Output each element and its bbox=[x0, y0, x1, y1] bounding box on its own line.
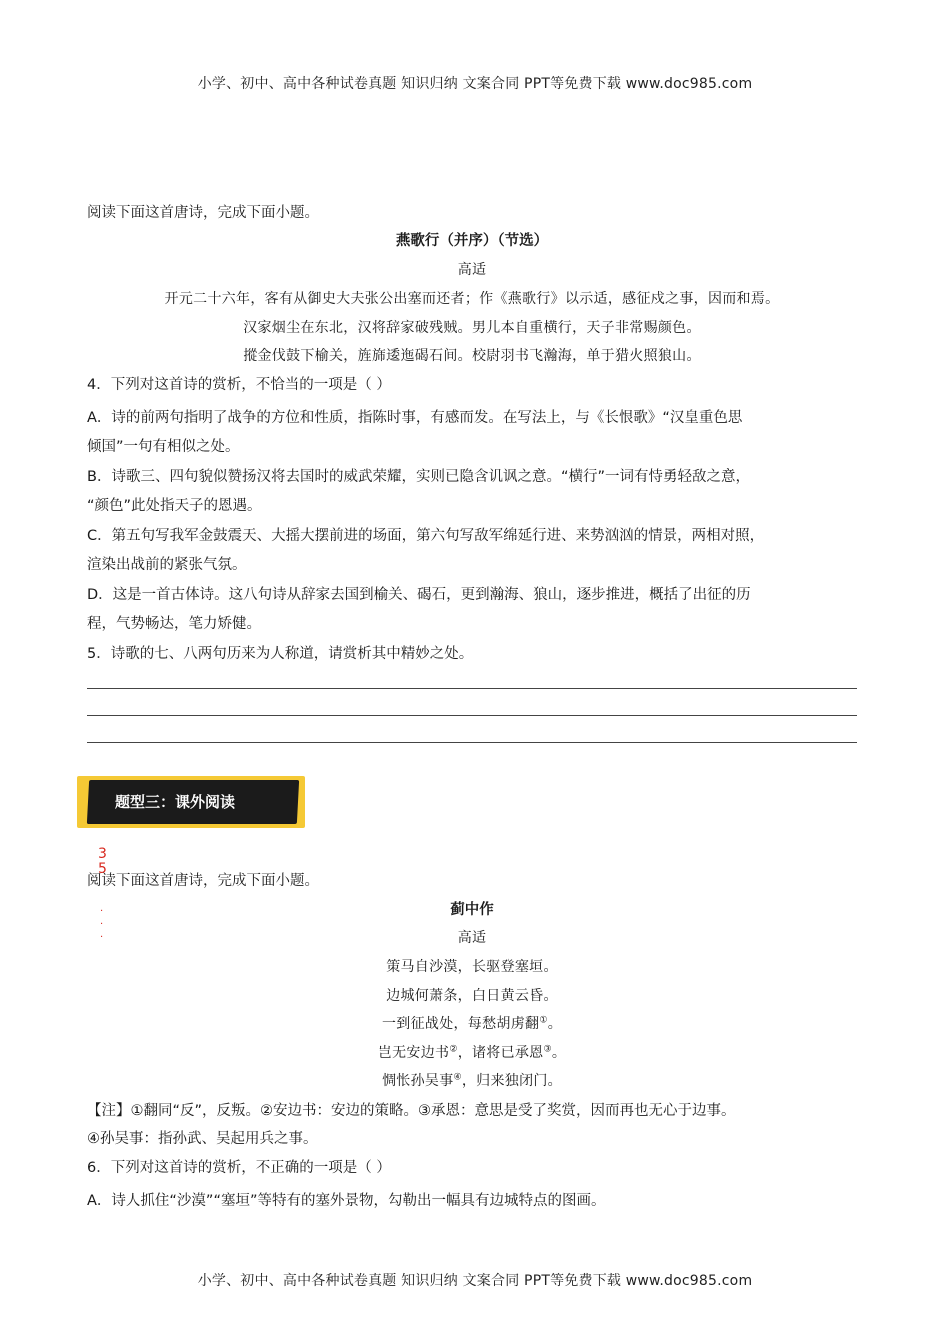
page-marker-digit-2: 5 bbox=[98, 861, 107, 877]
poem2-line-5-tail: ，归来独闭门。 bbox=[461, 1073, 562, 1089]
poem2-author: 高适 bbox=[457, 930, 487, 946]
q4-option-d-line-1: D．这是一首古体诗。这八句诗从辞家去国到榆关、碣石，更到瀚海、狼山，逐步推进，概括了出征的历 bbox=[87, 587, 751, 603]
answer-line-3 bbox=[87, 742, 857, 743]
poem1-line-1: 汉家烟尘在东北，汉将辞家破残贼。男儿本自重横行，天子非常赐颜色。 bbox=[243, 320, 701, 336]
poem2-line-4-tail: ，诸将已承恩 bbox=[457, 1045, 544, 1061]
poem2-line-5 bbox=[87, 1071, 857, 1091]
section1-intro: 阅读下面这首唐诗，完成下面小题。 bbox=[87, 205, 319, 221]
margin-dot: · bbox=[100, 932, 104, 943]
q4-option-c-line-2: 渲染出战前的紧张气氛。 bbox=[87, 557, 247, 573]
section2-intro: 阅读下面这首唐诗，完成下面小题。 bbox=[87, 873, 319, 889]
q4-option-b-line-2: “颜色”此处指天子的恩遇。 bbox=[87, 498, 262, 514]
q4-option-a-line-2: 倾国”一句有相似之处。 bbox=[87, 439, 240, 455]
poem2-line-3-tail: 。 bbox=[547, 1016, 562, 1032]
q6-option-a: A．诗人抓住“沙漠”“塞垣”等特有的塞外景物，勾勒出一幅具有边城特点的图画。 bbox=[87, 1193, 606, 1209]
poem2-line-4 bbox=[87, 1043, 857, 1063]
poem2-title: 蓟中作 bbox=[450, 901, 494, 918]
poem2-line-1: 策马自沙漠，长驱登塞垣。 bbox=[386, 959, 558, 975]
footnote-marker: ② bbox=[449, 1044, 458, 1055]
footnote-marker: ③ bbox=[543, 1044, 552, 1055]
q4-option-c-line-1: C．第五句写我军金鼓震天、大摇大摆前进的场面，第六句写敌军绵延行进、来势汹汹的情景，两相对照， bbox=[87, 528, 765, 544]
question-4: 4．下列对这首诗的赏析，不恰当的一项是（ ） bbox=[87, 377, 391, 393]
notes-line-1: 【注】①翻同“反”，反叛。②安边书：安边的策略。③承恩：意思是受了奖赏，因而再也无心于边事。 bbox=[87, 1103, 736, 1119]
footnote-marker: ① bbox=[539, 1015, 548, 1026]
poem2-line-3 bbox=[87, 1014, 857, 1034]
banner-label: 题型三：课外阅读 bbox=[115, 793, 236, 811]
answer-line-2 bbox=[87, 715, 857, 716]
answer-line-1 bbox=[87, 688, 857, 689]
poem2-line-4-tail2: 。 bbox=[551, 1045, 567, 1061]
notes-line-2: ④孙吴事：指孙武、吴起用兵之事。 bbox=[87, 1131, 318, 1147]
poem2-line-4-text: 岂无安边书 bbox=[377, 1045, 450, 1061]
poem1-preface: 开元二十六年，客有从御史大夫张公出塞而还者；作《燕歌行》以示适，感征戍之事，因而和焉。 bbox=[164, 291, 780, 307]
poem2-line-3-text: 一到征战处，每愁胡虏翻 bbox=[382, 1016, 540, 1032]
q4-option-b-line-1: B．诗歌三、四句貌似赞扬汉将去国时的威武荣耀，实则已隐含讥讽之意。“横行”一词有恃勇轻敌之意， bbox=[87, 469, 750, 485]
question-5: 5．诗歌的七、八两句历来为人称道，请赏析其中精妙之处。 bbox=[87, 646, 474, 662]
q4-option-d-line-2: 程，气势畅达，笔力矫健。 bbox=[87, 616, 261, 632]
page-header: 小学、初中、高中各种试卷真题 知识归纳 文案合同 PPT等免费下载 www.doc985.com bbox=[197, 76, 753, 92]
poem2-line-5-text: 惆怅孙吴事 bbox=[382, 1073, 454, 1089]
poem2-line-2: 边城何萧条，白日黄云昏。 bbox=[386, 988, 558, 1004]
section-banner bbox=[77, 776, 307, 828]
question-6: 6．下列对这首诗的赏析，不正确的一项是（ ） bbox=[87, 1160, 391, 1176]
q4-option-a-line-1: A．诗的前两句指明了战争的方位和性质，指陈时事，有感而发。在写法上，与《长恨歌》“汉皇重色思 bbox=[87, 410, 743, 426]
poem1-title: 燕歌行（并序）（节选） bbox=[395, 232, 549, 249]
page-footer: 小学、初中、高中各种试卷真题 知识归纳 文案合同 PPT等免费下载 www.doc985.com bbox=[197, 1273, 753, 1289]
poem1-author: 高适 bbox=[457, 262, 487, 278]
page-marker-digit-1: 3 bbox=[98, 846, 107, 862]
footnote-marker: ④ bbox=[453, 1072, 462, 1083]
margin-dot: · bbox=[100, 906, 104, 917]
poem1-line-2: 摐金伐鼓下榆关，旌旆逶迤碣石间。校尉羽书飞瀚海，单于猎火照狼山。 bbox=[243, 348, 701, 364]
margin-dot: · bbox=[100, 919, 104, 930]
